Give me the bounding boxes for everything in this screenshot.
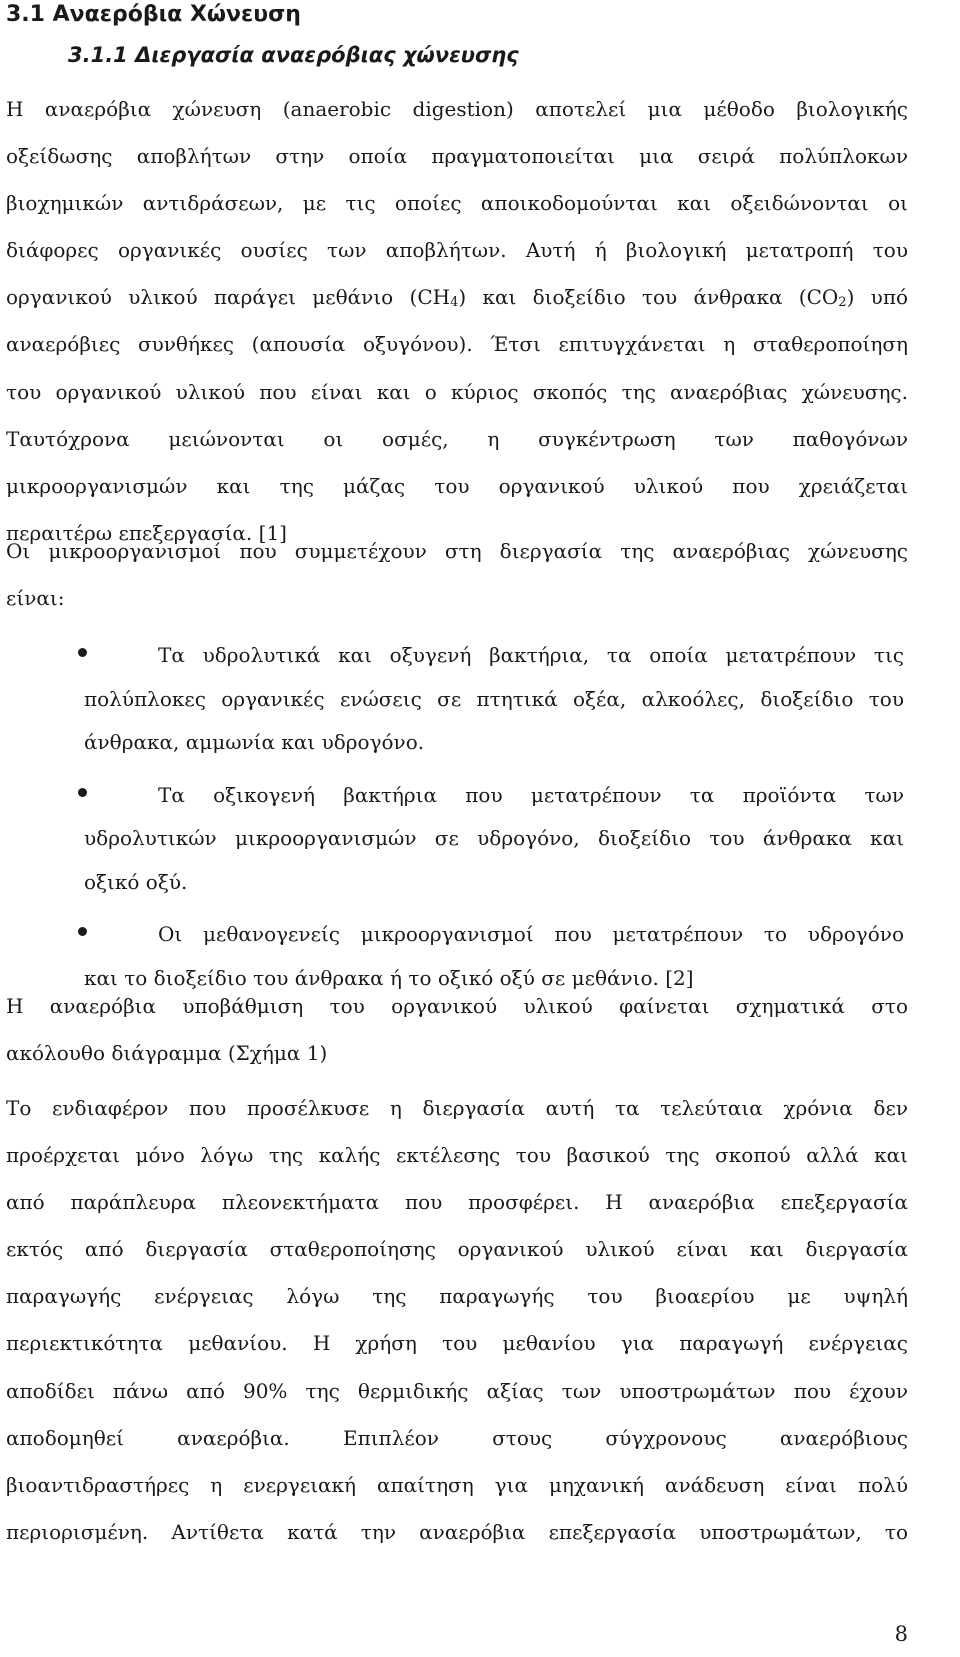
text-line: παραγωγής ενέργειας λόγω της παραγωγής του βιοαερίου με υψηλή [6, 1284, 908, 1309]
text-line: υδρολυτικών μικροοργανισμών σε υδρογόνο, διοξείδιο του άνθρακα και [84, 826, 904, 850]
paragraph-energy [6, 1085, 908, 1556]
text-line: Η αναερόβια υποβάθμιση του οργανικού υλικού φαίνεται σχηματικά στο [6, 994, 908, 1018]
text-line: του οργανικού υλικού που είναι και ο κύριος σκοπός της αναερόβιας χώνευσης. [6, 379, 908, 404]
list-item [84, 634, 904, 765]
subscript: 4 [450, 295, 459, 311]
text-fragment: ) υπό [846, 285, 909, 310]
text-line: εκτός από διεργασία σταθεροποίησης οργανικού υλικού είναι και διεργασία [6, 1237, 908, 1262]
text-line: προέρχεται μόνο λόγω της καλής εκτέλεσης του βασικού της σκοπού αλλά και [6, 1143, 908, 1168]
text-line: αναερόβιες συνθήκες (απουσία οξυγόνου). Έτσι επιτυγχάνεται η σταθεροποίηση [6, 332, 908, 357]
text-line: Τα οξικογενή βακτήρια που μετατρέπουν τα προϊόντα των [158, 782, 904, 807]
paragraph-intro [6, 86, 908, 557]
text-line: βιοχημικών αντιδράσεων, με τις οποίες αποικοδομούνται και οξειδώνονται οι [6, 191, 908, 216]
text-line: και το διοξείδιο του άνθρακα ή το οξικό οξύ σε μεθάνιο. [2] [84, 965, 694, 990]
subscript: 2 [838, 295, 847, 311]
text-fragment: ) και διοξείδιο του άνθρακα (CO [458, 285, 839, 310]
bullet-icon [78, 927, 87, 936]
list-item [84, 774, 904, 905]
paragraph-microorganisms [6, 528, 908, 622]
text-line: μικροοργανισμών και της μάζας του οργανικού υλικού που χρειάζεται [6, 473, 908, 498]
text-line: είναι: [6, 586, 65, 611]
page-number: 8 [894, 1622, 908, 1646]
text-line: Οι μεθανογενείς μικροοργανισμοί που μετατρέπουν το υδρογόνο [158, 922, 904, 946]
text-line: πολύπλοκες οργανικές ενώσεις σε πτητικά οξέα, αλκοόλες, διοξείδιο του [84, 686, 904, 711]
bullet-icon [78, 648, 87, 657]
text-line: οξικό οξύ. [84, 869, 188, 894]
text-line: Ταυτόχρονα μειώνονται οι οσμές, η συγκέντρωση των παθογόνων [6, 426, 908, 451]
paragraph-diagram-ref [6, 983, 908, 1077]
text-line: ακόλουθο διάγραμμα (Σχήμα 1) [6, 1041, 328, 1066]
text-line: Οι μικροοργανισμοί που συμμετέχουν στη διεργασία της αναερόβιας χώνευσης [6, 539, 908, 563]
text-line: αποδίδει πάνω από 90% της θερμιδικής αξίας των υποστρωμάτων που έχουν [6, 1378, 908, 1403]
text-fragment: οργανικού υλικού παράγει μεθάνιο (CH [6, 285, 451, 310]
text-line: Το ενδιαφέρον που προσέλκυσε η διεργασία αυτή τα τελεύταια χρόνια δεν [6, 1096, 908, 1120]
bullet-list [84, 634, 904, 1000]
text-line: οξείδωσης αποβλήτων στην οποία πραγματοποιείται μια σειρά πολύπλοκων [6, 144, 908, 169]
text-line: βιοαντιδραστήρες η ενεργειακή απαίτηση για μηχανική ανάδευση είναι πολύ [6, 1472, 908, 1497]
bullet-icon [78, 788, 87, 797]
text-line: Η αναερόβια χώνευση (anaerobic digestion) αποτελεί μια μέθοδο βιολογικής [6, 97, 908, 121]
text-line: άνθρακα, αμμωνία και υδρογόνο. [84, 730, 425, 754]
text-line: περιορισμένη. Αντίθετα κατά την αναερόβια επεξεργασία υποστρωμάτων, το [6, 1519, 908, 1544]
text-line: από παράπλευρα πλεονεκτήματα που προσφέρει. Η αναερόβια επεξεργασία [6, 1190, 908, 1215]
text-line: Τα υδρολυτικά και οξυγενή βακτήρια, τα οποία μετατρέπουν τις [158, 643, 904, 667]
text-line: διάφορες οργανικές ουσίες των αποβλήτων. Αυτή ή βιολογική μετατροπή του [6, 238, 908, 263]
text-line-formula [6, 274, 908, 321]
text-line: αποδομηθεί αναερόβια. Επιπλέον στους σύγχρονους αναερόβιους [6, 1425, 908, 1450]
subsection-heading: 3.1.1 Διεργασία αναερόβιας χώνευσης [68, 43, 519, 67]
text-line: περιεκτικότητα μεθανίου. Η χρήση του μεθανίου για παραγωγή ενέργειας [6, 1331, 908, 1356]
section-heading: 3.1 Αναερόβια Χώνευση [6, 2, 301, 27]
text-line: περαιτέρω επεξεργασία. [1] [6, 520, 287, 545]
